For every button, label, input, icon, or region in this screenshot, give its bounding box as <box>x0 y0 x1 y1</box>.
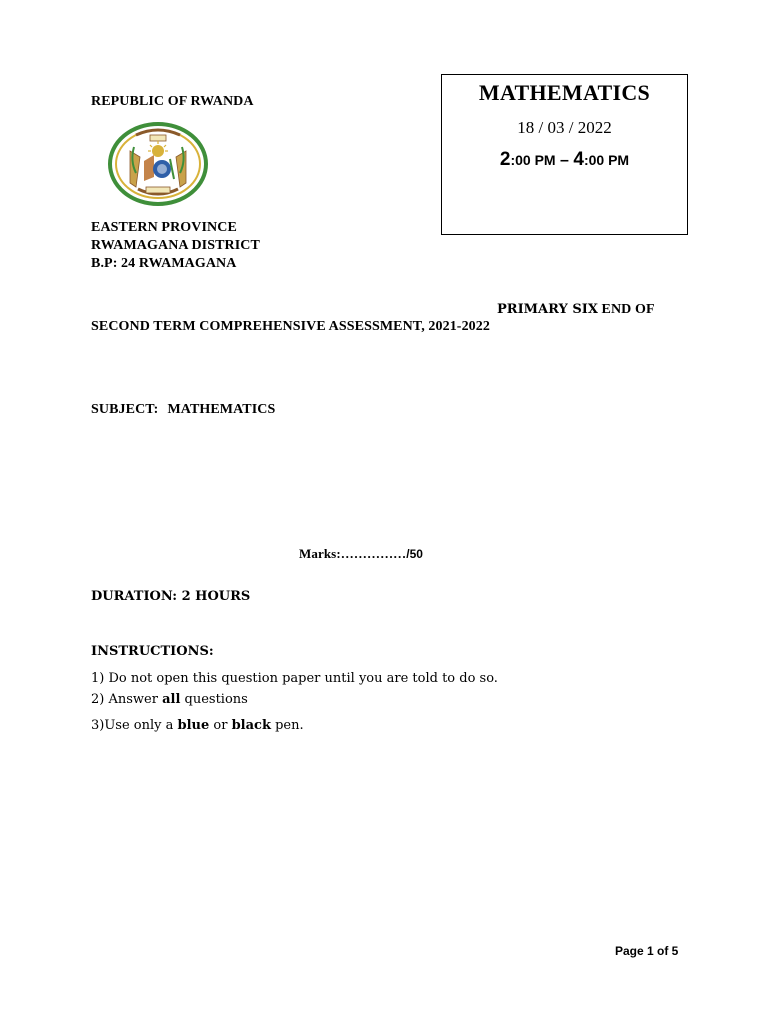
page-number: Page 1 of 5 <box>615 944 679 958</box>
exam-time <box>442 149 687 171</box>
start-rest: :00 PM <box>510 152 556 168</box>
instruction-2-prefix: 2) Answer <box>91 692 163 707</box>
instruction-2-emphasis: all <box>162 692 181 707</box>
marks-dots: …………… <box>340 546 407 561</box>
exam-date: 18 / 03 / 2022 <box>517 118 612 137</box>
box-subject-title: MATHEMATICS <box>478 80 651 105</box>
assessment-title-line1 <box>497 300 655 318</box>
instructions-heading: INSTRUCTIONS: <box>91 644 214 659</box>
instruction-item-1: 1) Do not open this question paper until you are told to do so. <box>91 671 498 686</box>
instruction-item-2 <box>91 692 248 707</box>
duration: DURATION: 2 HOURS <box>91 589 251 604</box>
time-separator: – <box>555 152 574 169</box>
marks-line <box>299 545 423 563</box>
marks-total: /50 <box>406 547 423 561</box>
end-rest: :00 PM <box>583 152 630 168</box>
instruction-3-mid: or <box>209 718 232 733</box>
country-name: REPUBLIC OF RWANDA <box>91 94 254 109</box>
province-name: EASTERN PROVINCE <box>91 220 237 235</box>
subject-line <box>91 400 275 418</box>
exam-info-box <box>441 74 688 235</box>
assessment-title-line2: SECOND TERM COMPREHENSIVE ASSESSMENT, 2021-2022 <box>91 319 490 334</box>
instruction-2-suffix: questions <box>180 692 248 707</box>
instruction-3-black: black <box>231 718 271 733</box>
start-hour: 2 <box>499 149 511 170</box>
marks-label: Marks: <box>299 546 341 561</box>
instruction-3-prefix: 3)Use only a <box>91 718 178 733</box>
instruction-3-blue: blue <box>177 718 210 733</box>
po-box: B.P: 24 RWAMAGANA <box>91 256 237 271</box>
assessment-level: PRIMARY SIX <box>497 302 598 317</box>
instruction-item-3 <box>91 718 304 733</box>
instruction-3-suffix: pen. <box>270 718 304 733</box>
end-hour: 4 <box>573 149 584 170</box>
subject-label: SUBJECT: <box>91 402 159 417</box>
district-name: RWAMAGANA DISTRICT <box>91 238 260 253</box>
coat-of-arms-icon <box>106 121 210 207</box>
subject-value: MATHEMATICS <box>167 402 276 417</box>
assessment-title-rest: END OF <box>597 302 655 317</box>
